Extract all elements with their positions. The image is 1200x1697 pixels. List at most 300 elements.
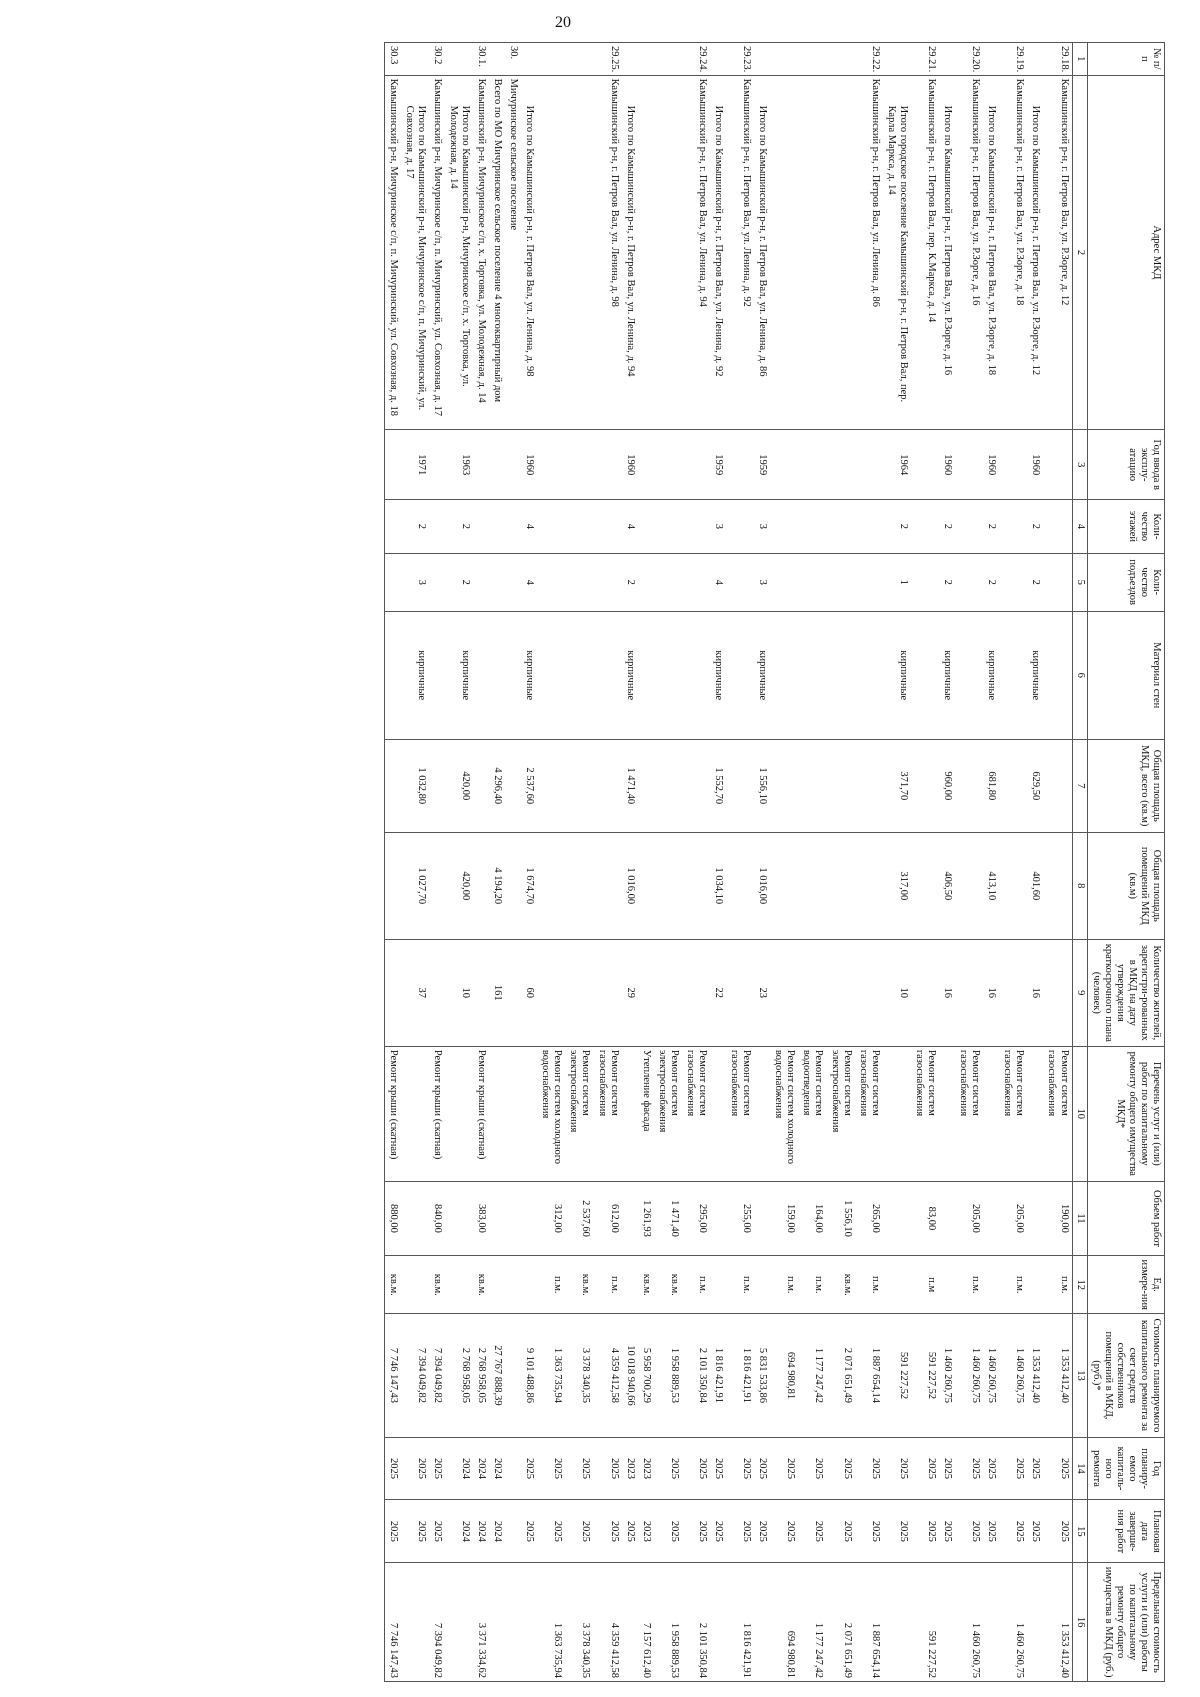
table-cell-col4 xyxy=(827,500,855,554)
table-cell-col10: Ремонт систем водоотведения xyxy=(798,1046,826,1181)
table-row-subtotal xyxy=(445,43,473,1682)
table-cell-col2: Итого по Камышинский р-н, г. Петров Вал, ул. Ленина, д. 92 xyxy=(710,75,726,430)
table-cell-col9: 16 xyxy=(1027,939,1043,1046)
column-number: 4 xyxy=(1072,500,1087,554)
table-cell-col8 xyxy=(473,832,489,939)
table-cell-col3 xyxy=(770,430,798,500)
table-cell-col13: 10 018 940,66 xyxy=(622,1314,638,1437)
table-cell-col13: 1 887 654,14 xyxy=(855,1314,883,1437)
table-cell-col13: 1 353 412,40 xyxy=(1027,1314,1043,1437)
table-cell-col11 xyxy=(401,1181,429,1255)
table-cell-col3: 1960 xyxy=(939,430,955,500)
column-number: 13 xyxy=(1072,1314,1087,1437)
table-cell-col7 xyxy=(955,739,983,832)
table-cell-col16 xyxy=(883,1563,911,1682)
table-cell-col10 xyxy=(505,1046,521,1181)
header-cell: Общая площадь МКД, всего (кв.м) xyxy=(1087,739,1164,832)
table-cell-col8 xyxy=(429,832,445,939)
table-cell-col5: 1 xyxy=(883,553,911,611)
table-row xyxy=(473,43,489,1682)
table-cell-col11 xyxy=(939,1181,955,1255)
table-cell-col5 xyxy=(594,553,622,611)
table-cell-col1: 30.1. xyxy=(473,43,489,76)
table-cell-col15: 2025 xyxy=(565,1500,593,1563)
table-cell-col13: 5 831 533,86 xyxy=(754,1314,770,1437)
table-cell-col16: 4 359 412,58 xyxy=(594,1563,622,1682)
table-cell-col6 xyxy=(473,611,489,739)
table-row xyxy=(682,43,710,1682)
table-cell-col16: 2 071 651,49 xyxy=(827,1563,855,1682)
table-cell-col1 xyxy=(401,43,429,76)
table-cell-col11: 1 471,40 xyxy=(654,1181,682,1255)
header-cell: Общая площадь помещений МКД (кв.м) xyxy=(1087,832,1164,939)
table-cell-col1: 29.19. xyxy=(999,43,1027,76)
table-cell-col9: 10 xyxy=(445,939,473,1046)
table-row xyxy=(505,43,521,1682)
table-cell-col4 xyxy=(505,500,521,554)
table-cell-col14: 2025 xyxy=(999,1437,1027,1500)
table-cell-col5 xyxy=(384,553,401,611)
table-cell-col16: 1 958 889,53 xyxy=(654,1563,682,1682)
table-cell-col14: 2025 xyxy=(429,1437,445,1500)
table-cell-col4 xyxy=(798,500,826,554)
table-cell-col3 xyxy=(827,430,855,500)
table-cell-col8 xyxy=(505,832,521,939)
table-cell-col2: Итого по Камышинский р-н, г. Петров Вал, ул. Ленина, д. 86 xyxy=(754,75,770,430)
table-cell-col3 xyxy=(489,430,505,500)
table-cell-col6: кирпичные xyxy=(754,611,770,739)
table-cell-col5 xyxy=(682,553,710,611)
table-cell-col13: 9 101 488,86 xyxy=(521,1314,537,1437)
table-cell-col4: 4 xyxy=(622,500,638,554)
table-cell-col14: 2025 xyxy=(710,1437,726,1500)
table-cell-col9 xyxy=(955,939,983,1046)
table-cell-col12 xyxy=(754,1256,770,1314)
table-cell-col10: Ремонт крыши (скатная) xyxy=(473,1046,489,1181)
table-cell-col2: Камышинский р-н, г. Петров Вал, ул. Ленина, д. 92 xyxy=(726,75,754,430)
table-cell-col5: 2 xyxy=(983,553,999,611)
table-cell-col11 xyxy=(754,1181,770,1255)
table-cell-col10: Ремонт систем холодного водоснабжения xyxy=(537,1046,565,1181)
table-cell-col15: 2024 xyxy=(473,1500,489,1563)
table-cell-col6 xyxy=(682,611,710,739)
table-cell-col15: 2025 xyxy=(983,1500,999,1563)
table-cell-col15: 2025 xyxy=(1027,1500,1043,1563)
table-cell-col3 xyxy=(638,430,654,500)
table-cell-col3: 1960 xyxy=(622,430,638,500)
table-cell-col14: 2025 xyxy=(827,1437,855,1500)
table-cell-col16 xyxy=(754,1563,770,1682)
table-cell-col8 xyxy=(654,832,682,939)
table-cell-col2 xyxy=(565,75,593,430)
table-cell-col9 xyxy=(384,939,401,1046)
table-cell-col8: 401,60 xyxy=(1027,832,1043,939)
table-cell-col13: 2 768 958,05 xyxy=(445,1314,473,1437)
table-cell-col1 xyxy=(565,43,593,76)
table-cell-col8 xyxy=(855,832,883,939)
table-cell-col14: 2025 xyxy=(594,1437,622,1500)
table-cell-col3: 1964 xyxy=(883,430,911,500)
table-cell-col11: 295,00 xyxy=(682,1181,710,1255)
table-row-subtotal xyxy=(521,43,537,1682)
table-cell-col9 xyxy=(594,939,622,1046)
table-cell-col8 xyxy=(384,832,401,939)
table-cell-col6 xyxy=(911,611,939,739)
header-cell: Плановая дата заверше-ния работ xyxy=(1087,1500,1164,1563)
table-cell-col11 xyxy=(521,1181,537,1255)
table-cell-col11: 2 537,60 xyxy=(565,1181,593,1255)
table-cell-col3 xyxy=(505,430,521,500)
table-cell-col3 xyxy=(911,430,939,500)
table-cell-col7: 1 556,10 xyxy=(754,739,770,832)
table-cell-col1: 29.21. xyxy=(911,43,939,76)
table-cell-col1 xyxy=(798,43,826,76)
column-number: 12 xyxy=(1072,1256,1087,1314)
table-cell-col8 xyxy=(638,832,654,939)
table-cell-col13: 1 958 889,53 xyxy=(654,1314,682,1437)
table-cell-col2: Камышинский р-н, г. Петров Вал, ул. Р.Зорге, д. 16 xyxy=(955,75,983,430)
table-cell-col14: 2025 xyxy=(983,1437,999,1500)
table-cell-col9 xyxy=(429,939,445,1046)
table-cell-col8: 4 194,20 xyxy=(489,832,505,939)
table-cell-col4 xyxy=(654,500,682,554)
table-cell-col9 xyxy=(638,939,654,1046)
table-cell-col2: Итого по Камышинский р-н, г. Петров Вал, ул. Р.Зорге, д. 16 xyxy=(939,75,955,430)
table-cell-col2 xyxy=(770,75,798,430)
table-cell-col13: 591 227,52 xyxy=(883,1314,911,1437)
table-cell-col10: Ремонт систем газоснабжения xyxy=(594,1046,622,1181)
table-row-subtotal xyxy=(401,43,429,1682)
table-cell-col14: 2025 xyxy=(939,1437,955,1500)
table-cell-col5 xyxy=(955,553,983,611)
table-cell-col7 xyxy=(911,739,939,832)
table-row xyxy=(798,43,826,1682)
table-row xyxy=(429,43,445,1682)
table-cell-col5 xyxy=(855,553,883,611)
table-cell-col6 xyxy=(726,611,754,739)
table-cell-col12: п.м. xyxy=(955,1256,983,1314)
table-cell-col2: Всего по МО Мичуринское сельское поселение 4 многоквартирный дом xyxy=(489,75,505,430)
table-cell-col10: Ремонт систем электроснабжения xyxy=(565,1046,593,1181)
table-cell-col16 xyxy=(939,1563,955,1682)
table-cell-col8: 1 027,70 xyxy=(401,832,429,939)
table-cell-col7: 1 471,40 xyxy=(622,739,638,832)
table-cell-col10: Ремонт крыши (скатная) xyxy=(429,1046,445,1181)
table-cell-col1 xyxy=(537,43,565,76)
table-cell-col6 xyxy=(537,611,565,739)
table-cell-col1: 29.22. xyxy=(855,43,883,76)
table-cell-col12: п.м. xyxy=(770,1256,798,1314)
table-cell-col9 xyxy=(798,939,826,1046)
column-number: 10 xyxy=(1072,1046,1087,1181)
table-cell-col14: 2025 xyxy=(565,1437,593,1500)
table-cell-col10: Ремонт систем холодного водоснабжения xyxy=(770,1046,798,1181)
table-cell-col12: п.м. xyxy=(682,1256,710,1314)
table-cell-col15: 2025 xyxy=(654,1500,682,1563)
table-cell-col15: 2025 xyxy=(401,1500,429,1563)
table-cell-col16: 2 101 350,84 xyxy=(682,1563,710,1682)
table-row xyxy=(594,43,622,1682)
table-row xyxy=(489,43,505,1682)
table-cell-col9: 60 xyxy=(521,939,537,1046)
table-cell-col10 xyxy=(445,1046,473,1181)
table-cell-col13: 2 101 350,84 xyxy=(682,1314,710,1437)
table-cell-col9: 22 xyxy=(710,939,726,1046)
table-cell-col11: 159,00 xyxy=(770,1181,798,1255)
column-number-row xyxy=(1072,43,1087,1682)
table-cell-col5 xyxy=(999,553,1027,611)
table-cell-col8 xyxy=(827,832,855,939)
table-cell-col12: п.м. xyxy=(855,1256,883,1314)
table-cell-col9 xyxy=(855,939,883,1046)
table-cell-col4: 2 xyxy=(883,500,911,554)
table-cell-col6 xyxy=(1043,611,1072,739)
table-cell-col7 xyxy=(429,739,445,832)
table-cell-col5: 4 xyxy=(710,553,726,611)
table-cell-col5: 3 xyxy=(754,553,770,611)
table-row xyxy=(999,43,1027,1682)
table-cell-col13: 1 363 735,94 xyxy=(537,1314,565,1437)
table-cell-col7: 1 552,70 xyxy=(710,739,726,832)
column-number: 8 xyxy=(1072,832,1087,939)
table-cell-col14: 2024 xyxy=(489,1437,505,1500)
capital-repair-table xyxy=(384,42,1165,1682)
table-cell-col4 xyxy=(726,500,754,554)
table-row-subtotal xyxy=(883,43,911,1682)
table-cell-col2: Камышинский р-н, г. Петров Вал, ул. Р.Зорге, д. 18 xyxy=(999,75,1027,430)
table-cell-col1: 29.23. xyxy=(726,43,754,76)
table-cell-col4 xyxy=(638,500,654,554)
table-cell-col3: 1959 xyxy=(754,430,770,500)
table-cell-col16: 7 394 049,82 xyxy=(429,1563,445,1682)
table-cell-col3 xyxy=(682,430,710,500)
table-cell-col16 xyxy=(521,1563,537,1682)
table-cell-col3 xyxy=(654,430,682,500)
table-cell-col12: п.м xyxy=(911,1256,939,1314)
table-cell-col13: 1 816 421,91 xyxy=(726,1314,754,1437)
table-row-subtotal xyxy=(754,43,770,1682)
table-cell-col2: Камышинский р-н, г. Петров Вал, пер. К.Маркса, д. 14 xyxy=(911,75,939,430)
table-cell-col8: 317,00 xyxy=(883,832,911,939)
table-cell-col5 xyxy=(798,553,826,611)
table-cell-col3 xyxy=(473,430,489,500)
table-cell-col15 xyxy=(505,1500,521,1563)
column-number: 2 xyxy=(1072,75,1087,430)
table-cell-col5: 2 xyxy=(939,553,955,611)
table-cell-col16: 1 363 735,94 xyxy=(537,1563,565,1682)
table-cell-col11 xyxy=(710,1181,726,1255)
table-cell-col7: 420,00 xyxy=(445,739,473,832)
table-cell-col16: 3 371 334,62 xyxy=(473,1563,489,1682)
table-cell-col6 xyxy=(770,611,798,739)
table-cell-col4 xyxy=(1043,500,1072,554)
table-cell-col11: 383,00 xyxy=(473,1181,489,1255)
table-cell-col11: 83,00 xyxy=(911,1181,939,1255)
table-cell-col7 xyxy=(827,739,855,832)
table-cell-col15: 2025 xyxy=(710,1500,726,1563)
table-cell-col13: 2 768 958,05 xyxy=(473,1314,489,1437)
table-cell-col9 xyxy=(537,939,565,1046)
table-cell-col2: Камышинский р-н, Мичуринское с/п, х. Торговка, ул. Молодежная, д. 14 xyxy=(473,75,489,430)
table-row-subtotal xyxy=(622,43,638,1682)
table-cell-col9 xyxy=(770,939,798,1046)
table-cell-col11: 265,00 xyxy=(855,1181,883,1255)
table-cell-col4 xyxy=(384,500,401,554)
table-cell-col15: 2024 xyxy=(445,1500,473,1563)
table-cell-col11: 190,00 xyxy=(1043,1181,1072,1255)
table-cell-col13: 694 980,81 xyxy=(770,1314,798,1437)
table-cell-col16 xyxy=(1027,1563,1043,1682)
table-cell-col15: 2025 xyxy=(911,1500,939,1563)
table-cell-col11: 880,00 xyxy=(384,1181,401,1255)
table-cell-col5: 2 xyxy=(445,553,473,611)
table-cell-col7 xyxy=(770,739,798,832)
table-cell-col7 xyxy=(1043,739,1072,832)
table-cell-col2 xyxy=(827,75,855,430)
table-cell-col13: 1 353 412,40 xyxy=(1043,1314,1072,1437)
header-cell: Год ввода в эксплу-атацию xyxy=(1087,430,1164,500)
table-cell-col7 xyxy=(473,739,489,832)
header-cell: Материал стен xyxy=(1087,611,1164,739)
table-cell-col13: 1 460 260,75 xyxy=(939,1314,955,1437)
table-cell-col1 xyxy=(489,43,505,76)
table-cell-col2 xyxy=(537,75,565,430)
table-cell-col3 xyxy=(594,430,622,500)
header-cell: Стоимость планируемого капитального ремонта за счет средств собственников помещений в МКД, (руб.)* xyxy=(1087,1314,1164,1437)
table-cell-col6 xyxy=(429,611,445,739)
table-cell-col15: 2025 xyxy=(594,1500,622,1563)
table-cell-col5 xyxy=(1043,553,1072,611)
table-cell-col16: 3 378 340,35 xyxy=(565,1563,593,1682)
table-cell-col6 xyxy=(999,611,1027,739)
table-cell-col10: Ремонт систем газоснабжения xyxy=(726,1046,754,1181)
table-cell-col1 xyxy=(654,43,682,76)
table-cell-col5 xyxy=(654,553,682,611)
table-cell-col2: Итого городское поселение Камышинский р-н, г. Петров Вал, пер. Карла Маркса, д. 14 xyxy=(883,75,911,430)
table-row-subtotal xyxy=(710,43,726,1682)
table-cell-col1 xyxy=(521,43,537,76)
table-cell-col1 xyxy=(983,43,999,76)
table-cell-col5 xyxy=(827,553,855,611)
table-cell-col16 xyxy=(710,1563,726,1682)
table-cell-col12 xyxy=(983,1256,999,1314)
table-cell-col15: 2025 xyxy=(429,1500,445,1563)
table-cell-col16: 7 746 147,43 xyxy=(384,1563,401,1682)
table-cell-col2: Итого по Камышинский р-н, Мичуринское с/п, п. Мичуринский, ул. Совхозная, д. 17 xyxy=(401,75,429,430)
table-cell-col12 xyxy=(710,1256,726,1314)
table-cell-col11 xyxy=(622,1181,638,1255)
table-cell-col1 xyxy=(827,43,855,76)
table-cell-col11: 840,00 xyxy=(429,1181,445,1255)
table-cell-col11 xyxy=(505,1181,521,1255)
table-cell-col14: 2025 xyxy=(798,1437,826,1500)
table-cell-col12 xyxy=(521,1256,537,1314)
table-cell-col16 xyxy=(505,1563,521,1682)
table-cell-col5 xyxy=(429,553,445,611)
table-cell-col13: 7 394 049,82 xyxy=(429,1314,445,1437)
table-cell-col5: 2 xyxy=(1027,553,1043,611)
table-cell-col4 xyxy=(537,500,565,554)
table-cell-col15: 2025 xyxy=(726,1500,754,1563)
table-cell-col9 xyxy=(505,939,521,1046)
table-cell-col12: кв.м. xyxy=(473,1256,489,1314)
table-cell-col1 xyxy=(710,43,726,76)
table-cell-col4 xyxy=(682,500,710,554)
table-cell-col10: Ремонт систем электроснабжения xyxy=(654,1046,682,1181)
table-cell-col2: Итого по Камышинский р-н, г. Петров Вал, ул. Ленина, д. 98 xyxy=(521,75,537,430)
header-cell: Коли-чество подъездов xyxy=(1087,553,1164,611)
table-cell-col10 xyxy=(754,1046,770,1181)
table-cell-col13: 4 359 412,58 xyxy=(594,1314,622,1437)
table-cell-col12 xyxy=(489,1256,505,1314)
column-number: 14 xyxy=(1072,1437,1087,1500)
table-cell-col3: 1960 xyxy=(983,430,999,500)
table-cell-col10: Ремонт систем газоснабжения xyxy=(1043,1046,1072,1181)
table-cell-col12 xyxy=(939,1256,955,1314)
table-cell-col14: 2025 xyxy=(682,1437,710,1500)
table-cell-col10 xyxy=(521,1046,537,1181)
table-cell-col12: п.м. xyxy=(726,1256,754,1314)
table-cell-col5 xyxy=(537,553,565,611)
table-cell-col5 xyxy=(505,553,521,611)
table-cell-col9 xyxy=(827,939,855,1046)
table-cell-col7: 629,50 xyxy=(1027,739,1043,832)
table-cell-col8 xyxy=(1043,832,1072,939)
table-cell-col11: 255,00 xyxy=(726,1181,754,1255)
header-cell: Количество жителей, зарегистри-рованных в МКД на дату утверждения краткосрочного плана (человек) xyxy=(1087,939,1164,1046)
table-cell-col2: Камышинский р-н, г. Петров Вал, ул. Р.Зорге, д. 12 xyxy=(1043,75,1072,430)
table-cell-col14: 2025 xyxy=(654,1437,682,1500)
table-cell-col4: 2 xyxy=(445,500,473,554)
table-cell-col9: 23 xyxy=(754,939,770,1046)
table-cell-col14: 2024 xyxy=(473,1437,489,1500)
table-cell-col6: кирпичные xyxy=(622,611,638,739)
header-cell: Год планиру-емого капиталь-ного ремонта xyxy=(1087,1437,1164,1500)
table-cell-col14: 2025 xyxy=(1043,1437,1072,1500)
table-cell-col2: Итого по Камышинский р-н, г. Петров Вал, ул. Ленина, д. 94 xyxy=(622,75,638,430)
table-cell-col9 xyxy=(565,939,593,1046)
table-cell-col10: Ремонт систем электроснабжения xyxy=(827,1046,855,1181)
table-cell-col10: Ремонт крыши (скатная) xyxy=(384,1046,401,1181)
table-cell-col12: п.м. xyxy=(537,1256,565,1314)
table-cell-col13: 7 394 049,82 xyxy=(401,1314,429,1437)
table-cell-col9: 10 xyxy=(883,939,911,1046)
table-cell-col10: Ремонт систем газоснабжения xyxy=(855,1046,883,1181)
table-cell-col4 xyxy=(999,500,1027,554)
table-cell-col11 xyxy=(1027,1181,1043,1255)
table-cell-col16: 1 816 421,91 xyxy=(726,1563,754,1682)
table-cell-col8 xyxy=(594,832,622,939)
table-cell-col7 xyxy=(999,739,1027,832)
table-cell-col15: 2025 xyxy=(883,1500,911,1563)
column-number: 5 xyxy=(1072,553,1087,611)
table-cell-col4 xyxy=(955,500,983,554)
table-cell-col2 xyxy=(638,75,654,430)
table-cell-col11 xyxy=(983,1181,999,1255)
table-cell-col8: 1 016,00 xyxy=(622,832,638,939)
table-cell-col12: кв.м. xyxy=(827,1256,855,1314)
table-cell-col7 xyxy=(505,739,521,832)
table-cell-col16: 591 227,52 xyxy=(911,1563,939,1682)
table-cell-col5: 3 xyxy=(401,553,429,611)
table-cell-col4: 3 xyxy=(754,500,770,554)
table-cell-col2: Камышинский р-н, г. Петров Вал, ул. Ленина, д. 98 xyxy=(594,75,622,430)
table-body xyxy=(384,43,1072,1682)
table-cell-col5 xyxy=(638,553,654,611)
header-cell: № п/п xyxy=(1087,43,1164,76)
table-cell-col6 xyxy=(654,611,682,739)
table-cell-col10 xyxy=(983,1046,999,1181)
